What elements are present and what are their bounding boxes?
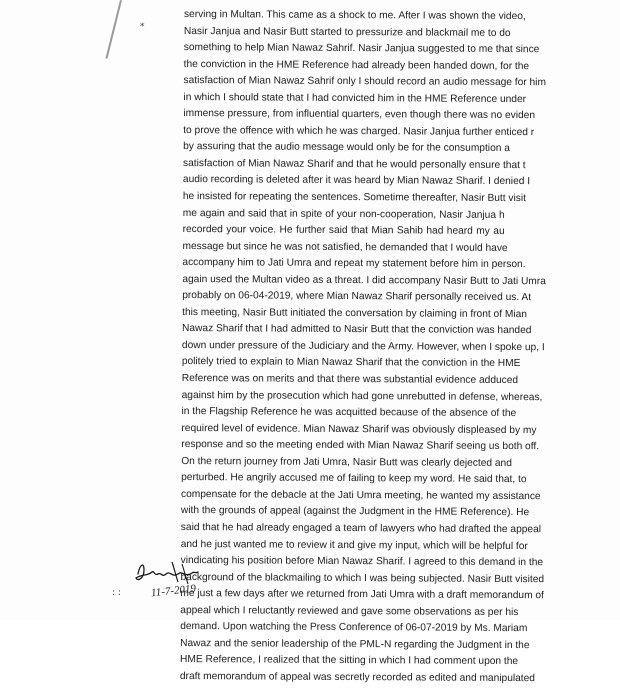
document-line: vindicating his position before Mian Nawaz Sharif. I agreed to this demand in the [180, 555, 544, 569]
document-line: probably on 06-04-2019, where Mian Nawaz Sharif personally received us. At [182, 290, 532, 304]
document-line: the conviction in the HME Reference had already been handed down, for the [183, 58, 530, 72]
document-line: serving in Multan. This came as a shock to me. After I was shown the video, [183, 8, 526, 23]
margin-mark: * [140, 22, 145, 32]
document-line: Nasir Janjua and Nasir Butt started to pressurize and blackmail me to do [183, 25, 511, 39]
document-line: demand. Upon watching the Press Conference of 06-07-2019 by Ms. Mariam [180, 621, 528, 635]
document-line: compensate for the debacle at the Jati Umra meeting, he wanted my assistance [180, 488, 541, 503]
document-line: he insisted for repeating the sentences. Sometime thereafter, Nasir Butt visit [182, 191, 527, 205]
document-line: something to help Mian Nawaz Sahrif. Nasir Janjua suggested to me that since [183, 42, 540, 56]
document-line: to prove the offence with which he was charged. Nasir Janjua further enticed r [183, 124, 535, 138]
document-line: and he just wanted me to review it and give my input, which will be helpful for [180, 538, 528, 552]
signature-date: 11-7-2019 [150, 582, 197, 600]
document-line: against him by the prosecution which had gone unrebutted in defense, whereas, [181, 389, 543, 403]
document-line: immense pressure, from influential quarters, even though there was no eviden [183, 108, 536, 122]
document-line: politely tried to explain to Mian Nawaz Sharif that the conviction in the HME [181, 356, 521, 370]
document-line: by assuring that the audio message would only be for the consumption a [183, 141, 510, 155]
document-line: me just a few days after we returned from Jati Umra with a draft memorandum of [180, 588, 544, 602]
document-line: perturbed. He angrily accused me of failing to keep my word. He said that, to [181, 472, 527, 486]
document-line: said that he had already engaged a team of lawyers who had drafted the appeal [180, 521, 542, 536]
document-line: this meeting, Nasir Butt initiated the conversation by claiming in front of Mian [182, 306, 528, 320]
document-line: response and so the meeting ended with Mian Nawaz Sharif seeing us both off. [181, 439, 540, 453]
document-line: satisfaction of Mian Nawaz Sharif and that he would personally ensure that t [183, 157, 526, 172]
document-line: down under pressure of the Judiciary and the Army. However, when I spoke up, I [181, 339, 545, 354]
document-line: Nawaz and the senior leadership of the PML-N regarding the Judgment in the [180, 637, 530, 651]
document-line: appeal which I reluctantly reviewed and gave some observations as per his [180, 604, 519, 618]
document-line: with the grounds of appeal (against the Judgment in the HME Reference). He [180, 505, 530, 519]
document-line: message but since he was not satisfied, he demanded that I would have [182, 240, 508, 254]
document-line: me again and said that in spite of your non-cooperation, Nasir Janjua h [182, 207, 505, 221]
document-line: recorded your voice. He further said that Mian Sahib had heard my au [182, 224, 505, 238]
document-line: On the return journey from Jati Umra, Nasir Butt was clearly dejected and [181, 455, 512, 469]
document-line: draft memorandum of appeal was secretly recorded as edited and manipulated [179, 670, 536, 685]
document-line: in which I should state that I had convicted him in the HME Reference under [183, 91, 527, 105]
document-line: HME Reference, I realized that the sitting in which I had comment upon the [179, 654, 519, 668]
document-body [179, 7, 546, 687]
left-margin-mark: : : [112, 588, 121, 598]
scan-edge-line [105, 0, 121, 59]
document-line: Nawaz Sharif that I had admitted to Nasir Butt that the conviction was handed [182, 323, 532, 337]
document-line: background of the blackmailing to which I was being subjected. Nasir Butt visited [180, 571, 545, 585]
document-line: again used the Multan video as a threat. I did accompany Nasir Butt to Jati Umra [182, 273, 546, 287]
document-line: Reference was on merits and that there was substantial evidence adduced [181, 373, 519, 387]
document-line: satisfaction of Mian Nawaz Sahrif only I should record an audio message for him [183, 75, 546, 89]
document-line: in the Flagship Reference he was acquitted because of the absence of the [181, 406, 517, 420]
document-line: accompany him to Jati Umra and repeat my statement before him in person. [182, 257, 526, 271]
document-line: audio recording is deleted after it was heard by Mian Nawaz Sharif. I denied I [182, 174, 531, 188]
document-line: required level of evidence. Mian Nawaz Sharif was obviously displeased by my [181, 422, 537, 436]
